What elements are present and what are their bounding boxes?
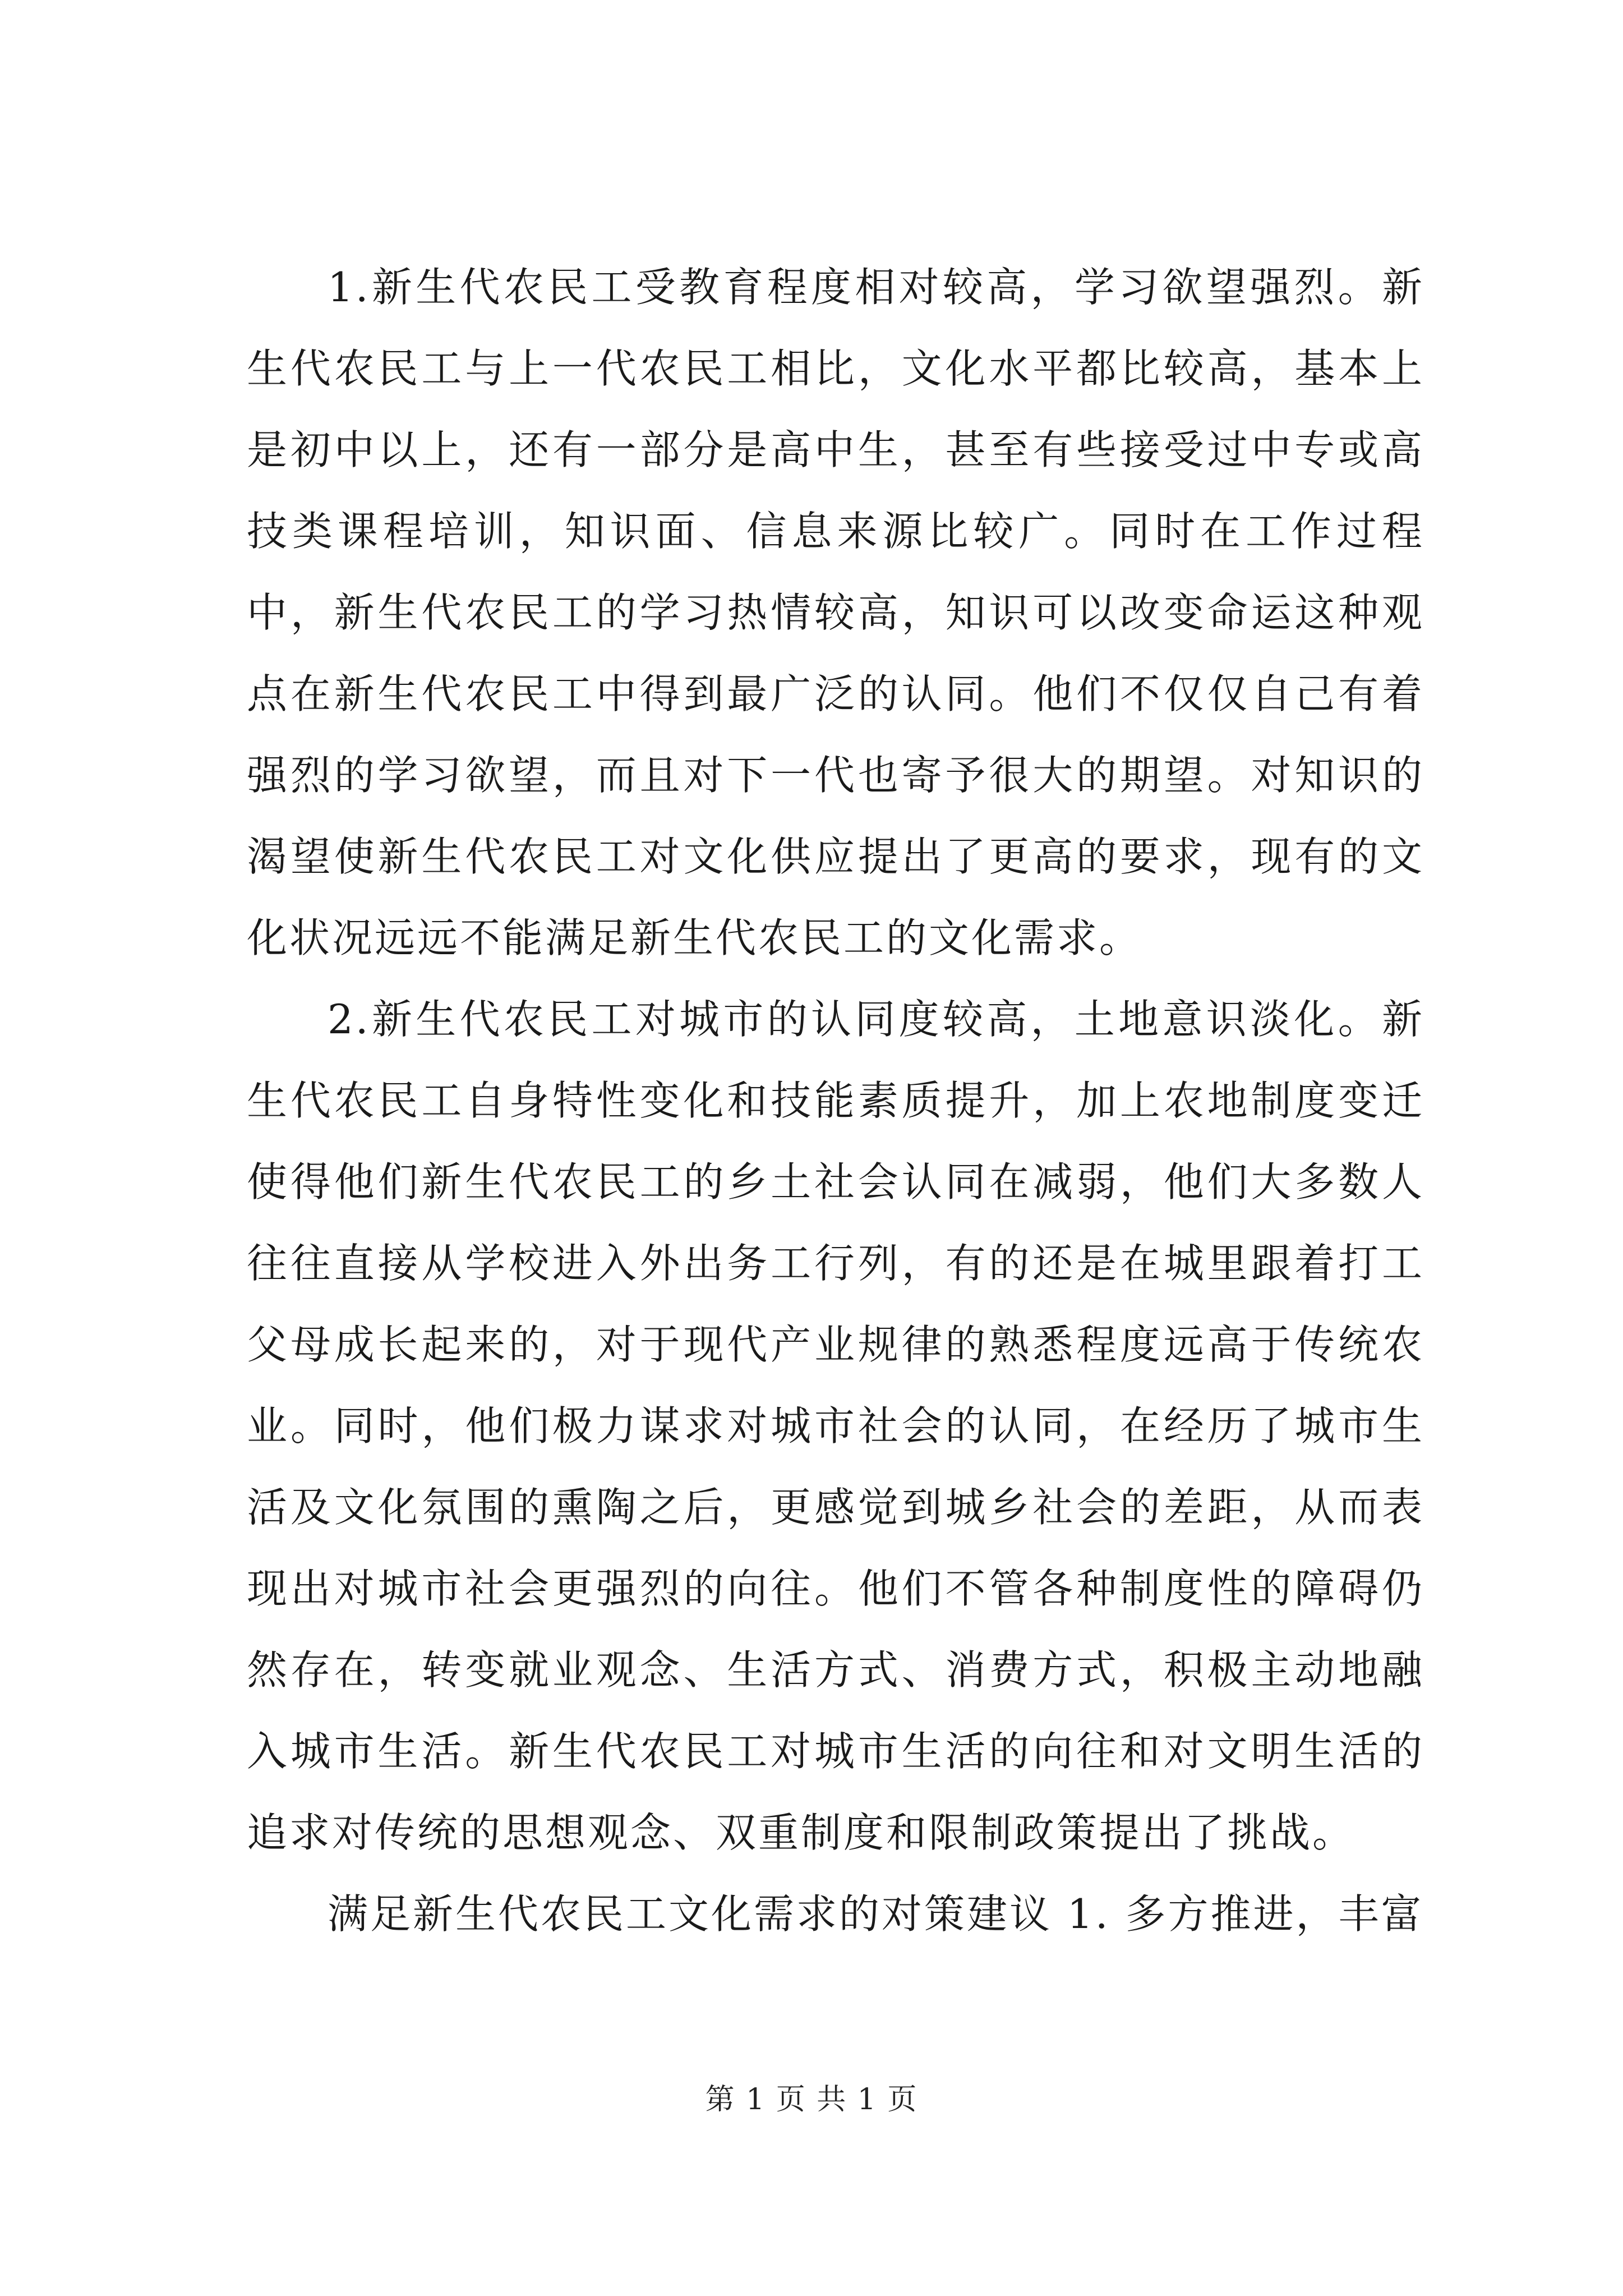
paragraph-3: 满足新生代农民工文化需求的对策建议 1. 多方推进，丰富 [328, 1890, 1424, 1938]
paragraph-2: 2.新生代农民工对城市的认同度较高，土地意识淡化。新生代农民工自身特性变化和技能素质提升，加上农地制度变迁使得他们新生代农民工的乡土社会认同在减弱，他们大多数人往往直接从学校进入外出务工行列，有的还是在城里跟着打工父母成长起来的，对于现代产业规律的熟悉程度远高于传统农业。同时，他们极力谋求对城市社会的认同，在经历了城市生活及文化氛围的熏陶之后，更感觉到城乡社会的差距，从而表现出对城市社会更强烈的向往。他们不管各种制度性的障碍仍然存在，转变就业观念、生活方式、消费方式，积极主动地融入城市生活。新生代农民工对城市生活的向往和对文明生活的追求对传统的思想观念、双重制度和限制政策提出了挑战。 [247, 996, 1424, 1856]
document-body [247, 247, 1424, 1955]
paragraph-1: 1.新生代农民工受教育程度相对较高，学习欲望强烈。新生代农民工与上一代农民工相比，文化水平都比较高，基本上是初中以上，还有一部分是高中生，甚至有些接受过中专或高技类课程培训，知识面、信息来源比较广。同时在工作过程中，新生代农民工的学习热情较高，知识可以改变命运这种观点在新生代农民工中得到最广泛的认同。他们不仅仅自己有着强烈的学习欲望，而且对下一代也寄予很大的期望。对知识的渴望使新生代农民工对文化供应提出了更高的要求，现有的文化状况远远不能满足新生代农民工的文化需求。 [247, 264, 1424, 961]
page-number-footer: 第 1 页 共 1 页 [705, 2083, 918, 2116]
